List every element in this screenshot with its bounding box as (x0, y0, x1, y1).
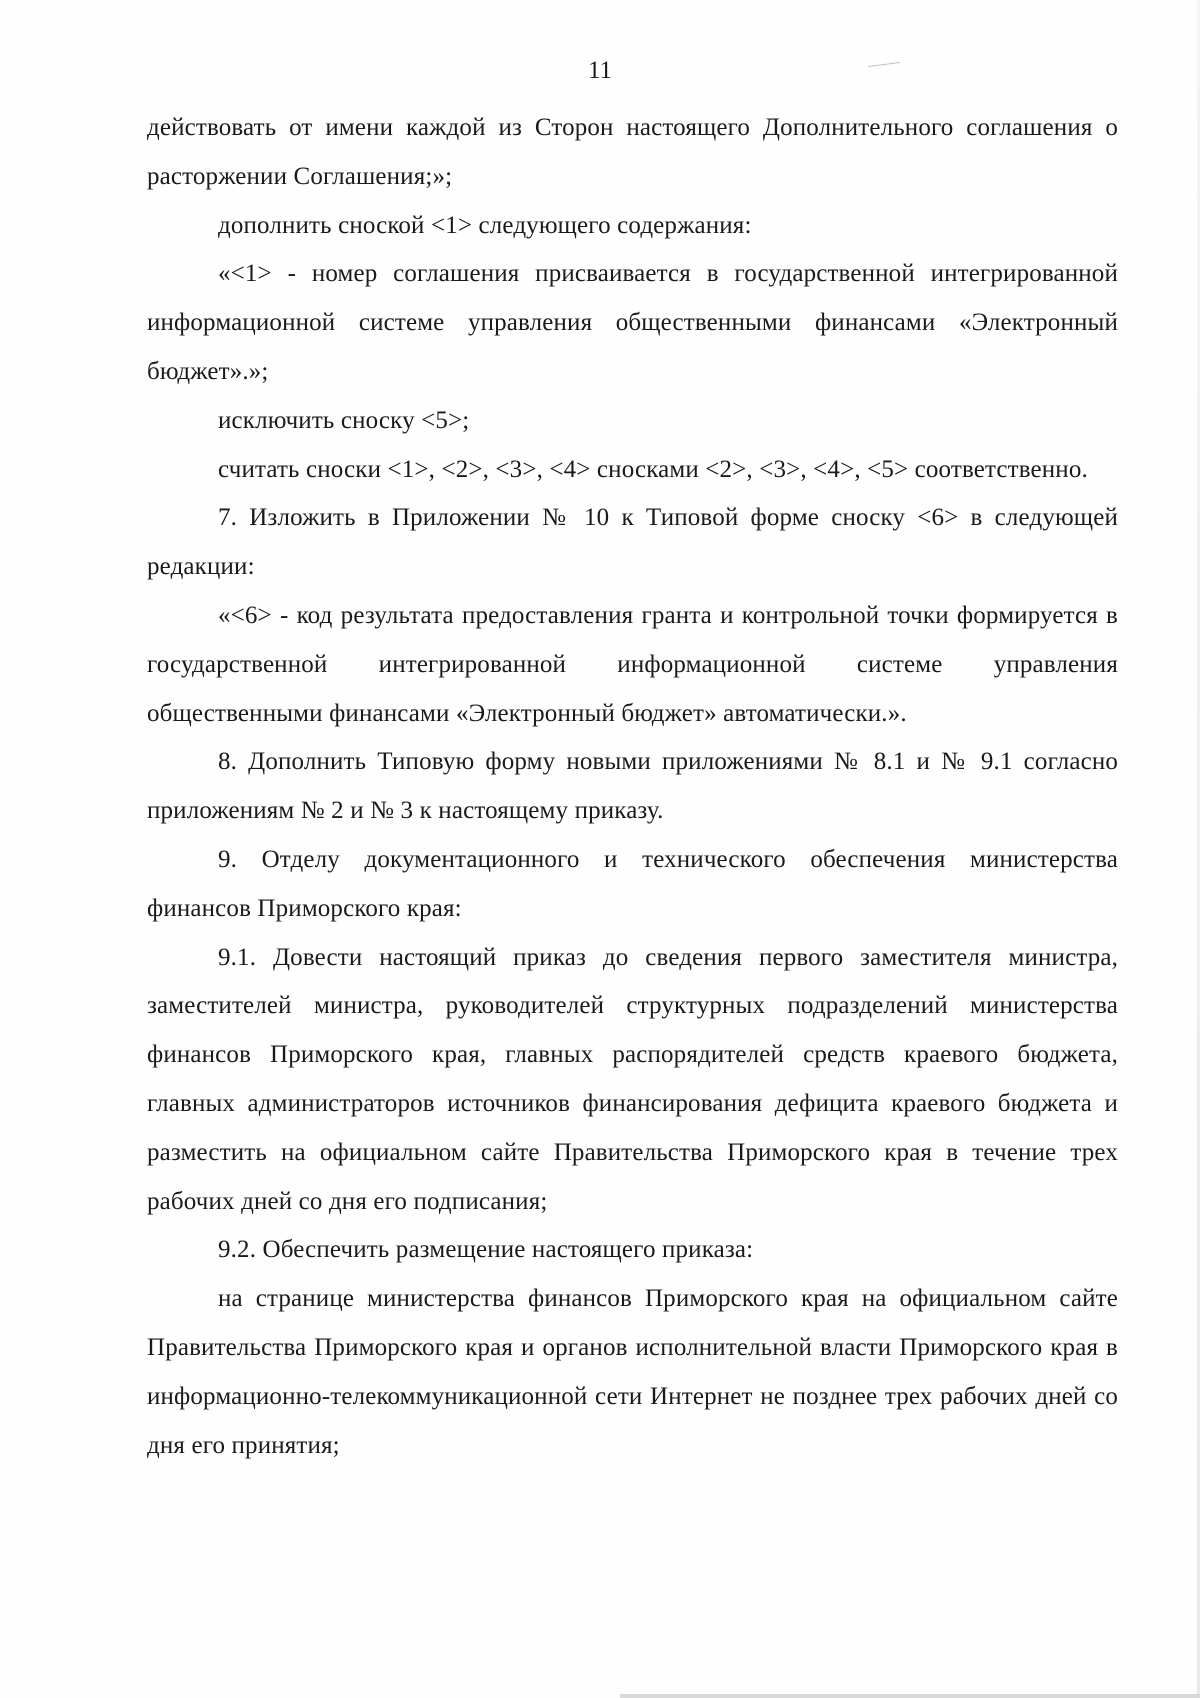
paragraph-publication: на странице министерства финансов Приморского края на официальном сайте Правительства Приморского края и органов исполнительной власти Приморского края в информационно-телекоммуникационной сети Интернет не позднее трех рабочих дней со дня его принятия; (147, 1285, 1118, 1459)
paragraph-renumber-footnotes: считать сноски <1>, <2>, <3>, <4> сносками <2>, <3>, <4>, <5> соответственно. (218, 455, 1088, 483)
scan-edge-bottom (620, 1694, 1200, 1698)
paragraph-item-8: 8. Дополнить Типовую форму новыми приложениями № 8.1 и № 9.1 согласно приложениям № 2 и № 3 к настоящему приказу. (147, 748, 1118, 825)
paragraph-item-9-2: 9.2. Обеспечить размещение настоящего приказа: (218, 1236, 754, 1264)
paragraph-footnote-1-text: «<1> - номер соглашения присваивается в государственной интегрированной информационной системе управления общественными финансами «Электронный бюджет».»; (147, 260, 1118, 385)
page-number: 11 (587, 57, 613, 84)
paragraph-add-footnote: дополнить сноской <1> следующего содержания: (218, 211, 752, 239)
paragraph-footnote-6-text: «<6> - код результата предоставления гранта и контрольной точки формируется в государственной интегрированной информационной системе управления общественными финансами «Электронный бюджет» автоматически.». (147, 601, 1118, 727)
paragraph-item-7: 7. Изложить в Приложении № 10 к Типовой форме сноску <6> в следующей редакции: (147, 504, 1118, 581)
paragraph-item-9-1: 9.1. Довести настоящий приказ до сведения первого заместителя министра, заместителей министра, руководителей структурных подразделений министерства финансов Приморского края, главных распорядителей средств краевого бюджета, главных администраторов источников финансирования дефицита краевого бюджета и разместить на официальном сайте Правительства Приморского края в течение трех рабочих дней со дня его подписания; (147, 943, 1118, 1215)
paragraph-exclude-footnote: исключить сноску <5>; (218, 406, 470, 434)
paragraph-continuation: действовать от имени каждой из Сторон настоящего Дополнительного соглашения о расторжении Соглашения;»; (147, 114, 1118, 190)
paragraph-item-9: 9. Отделу документационного и технического обеспечения министерства финансов Приморского края: (147, 845, 1118, 922)
document-body (147, 104, 1118, 1470)
